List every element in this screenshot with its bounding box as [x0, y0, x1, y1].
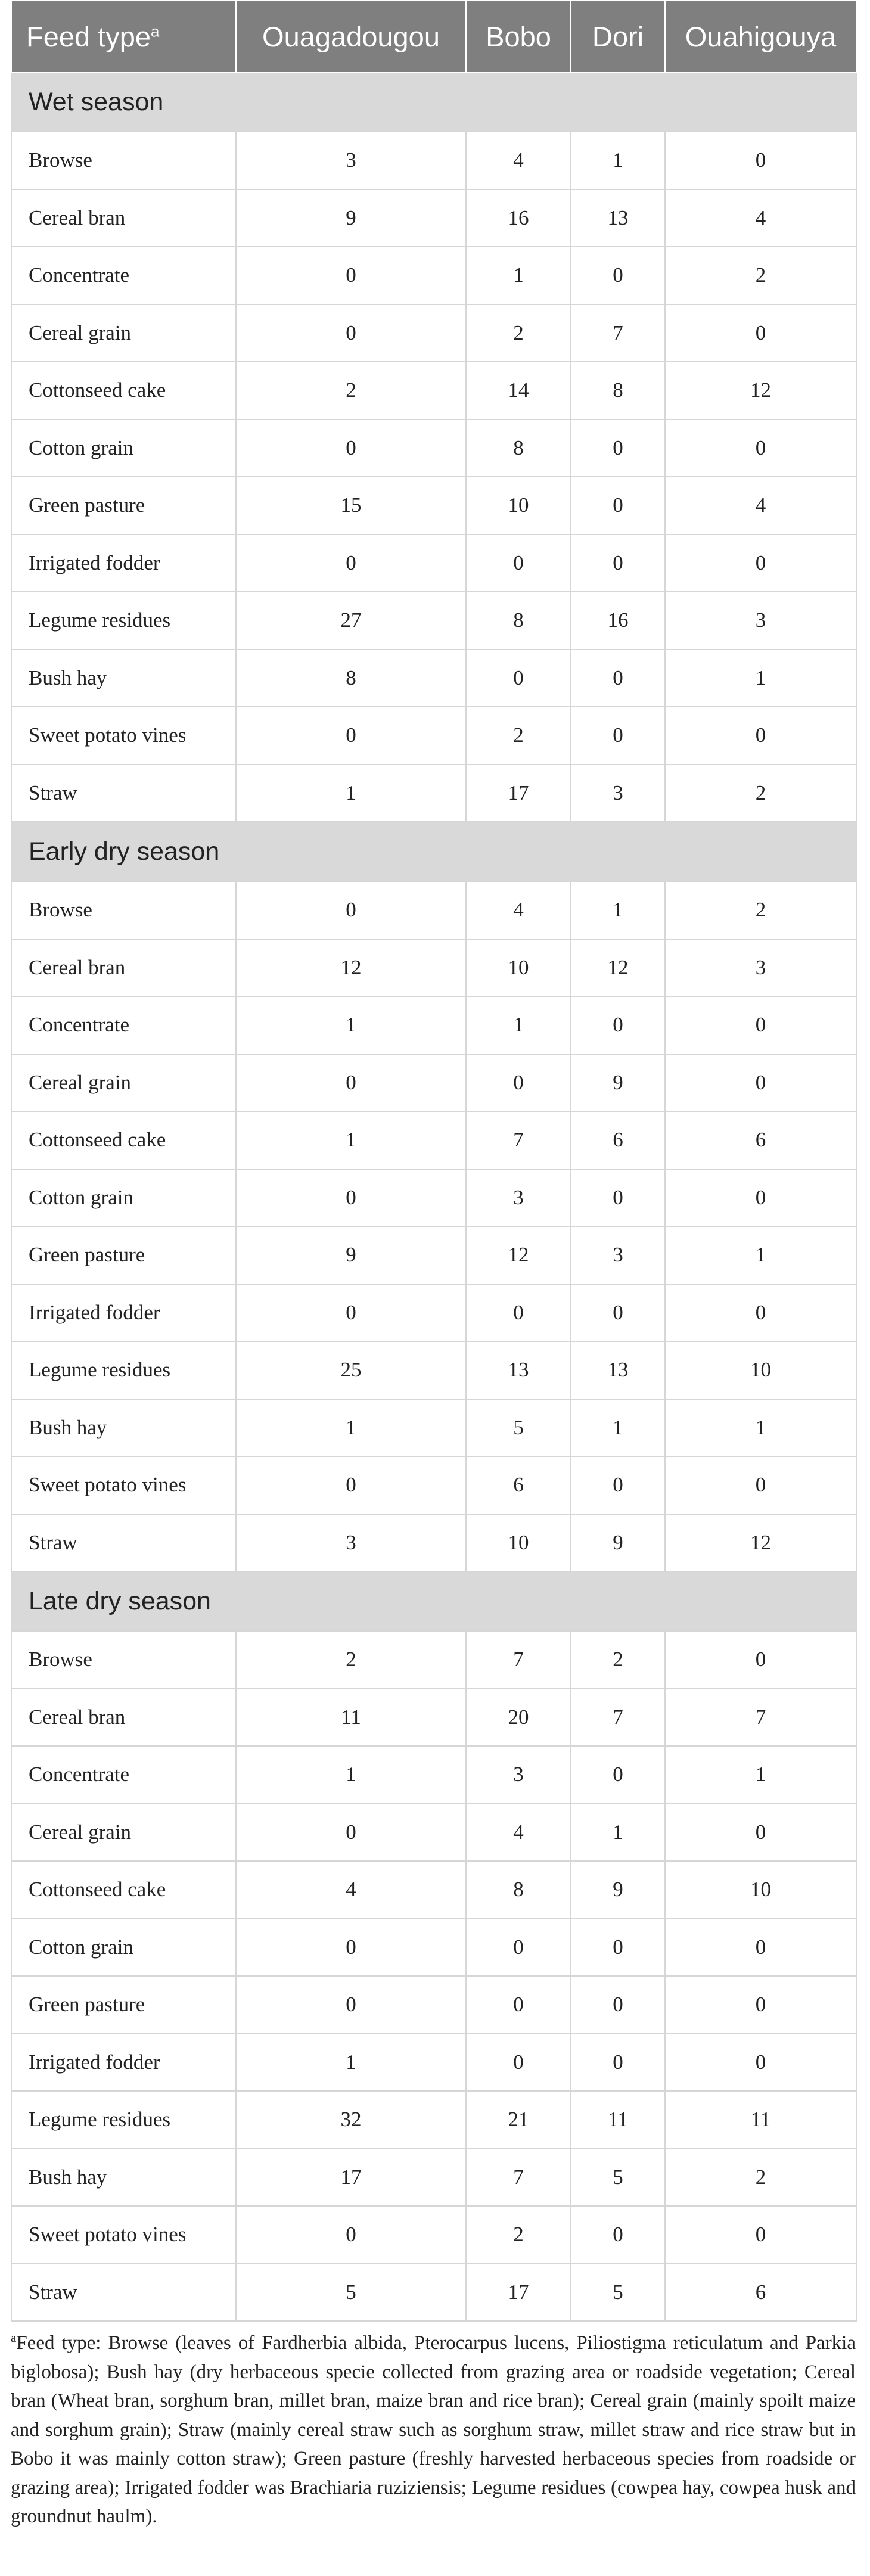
value-cell: 0: [236, 1456, 466, 1514]
feed-type-cell: Bush hay: [11, 650, 236, 707]
value-cell: 2: [665, 2149, 856, 2207]
header-feed-type-label: Feed type: [26, 20, 151, 52]
value-cell: 13: [571, 1341, 665, 1399]
value-cell: 0: [665, 2034, 856, 2092]
feed-type-cell: Legume residues: [11, 1341, 236, 1399]
value-cell: 7: [466, 2149, 571, 2207]
value-cell: 11: [236, 1689, 466, 1747]
value-cell: 0: [236, 1976, 466, 2034]
feed-type-cell: Bush hay: [11, 2149, 236, 2207]
value-cell: 10: [466, 477, 571, 535]
value-cell: 3: [571, 1226, 665, 1284]
feed-type-table: [11, 0, 857, 2322]
table-row: [11, 1631, 856, 1689]
value-cell: 6: [665, 2264, 856, 2322]
value-cell: 5: [571, 2264, 665, 2322]
feed-type-cell: Cottonseed cake: [11, 1111, 236, 1169]
value-cell: 0: [571, 1746, 665, 1804]
value-cell: 0: [236, 1284, 466, 1342]
footnote-marker: a: [11, 2330, 17, 2345]
value-cell: 0: [665, 1456, 856, 1514]
value-cell: 1: [571, 1399, 665, 1457]
value-cell: 0: [466, 535, 571, 592]
table-row: [11, 1399, 856, 1457]
value-cell: 9: [236, 189, 466, 247]
header-footnote-marker: a: [151, 21, 160, 40]
section-title: Early dry season: [11, 822, 856, 881]
value-cell: 17: [466, 2264, 571, 2322]
table-row: [11, 535, 856, 592]
value-cell: 0: [665, 707, 856, 765]
value-cell: 21: [466, 2091, 571, 2149]
value-cell: 7: [571, 1689, 665, 1747]
value-cell: 2: [466, 707, 571, 765]
table-row: [11, 304, 856, 362]
value-cell: 1: [571, 132, 665, 189]
value-cell: 0: [665, 996, 856, 1054]
value-cell: 7: [466, 1631, 571, 1689]
table-row: [11, 1456, 856, 1514]
value-cell: 2: [236, 362, 466, 420]
value-cell: 2: [665, 881, 856, 939]
table-row: [11, 1341, 856, 1399]
value-cell: 0: [571, 2034, 665, 2092]
value-cell: 3: [571, 765, 665, 822]
value-cell: 0: [236, 304, 466, 362]
value-cell: 25: [236, 1341, 466, 1399]
value-cell: 0: [665, 304, 856, 362]
feed-type-cell: Irrigated fodder: [11, 535, 236, 592]
value-cell: 1: [571, 881, 665, 939]
value-cell: 8: [571, 362, 665, 420]
table-row: [11, 189, 856, 247]
value-cell: 16: [466, 189, 571, 247]
value-cell: 4: [236, 1861, 466, 1919]
table-row: [11, 247, 856, 304]
table-row: [11, 2206, 856, 2264]
table-row: [11, 939, 856, 997]
value-cell: 1: [236, 996, 466, 1054]
value-cell: 1: [571, 1804, 665, 1862]
table-footnote: [11, 2329, 856, 2531]
value-cell: 3: [665, 939, 856, 997]
feed-type-cell: Browse: [11, 1631, 236, 1689]
value-cell: 0: [571, 650, 665, 707]
value-cell: 0: [236, 1804, 466, 1862]
table-row: [11, 592, 856, 650]
feed-type-cell: Green pasture: [11, 1976, 236, 2034]
value-cell: 0: [571, 707, 665, 765]
value-cell: 0: [236, 1919, 466, 1977]
value-cell: 5: [571, 2149, 665, 2207]
value-cell: 17: [236, 2149, 466, 2207]
table-row: [11, 1804, 856, 1862]
feed-type-cell: Cotton grain: [11, 1169, 236, 1227]
table-row: [11, 996, 856, 1054]
value-cell: 9: [236, 1226, 466, 1284]
value-cell: 3: [665, 592, 856, 650]
value-cell: 1: [665, 1746, 856, 1804]
table-row: [11, 1976, 856, 2034]
value-cell: 0: [236, 420, 466, 477]
value-cell: 0: [665, 1631, 856, 1689]
header-dori: Dori: [571, 1, 665, 72]
table-row: [11, 765, 856, 822]
table-row: [11, 2149, 856, 2207]
header-bobo: Bobo: [466, 1, 571, 72]
value-cell: 9: [571, 1054, 665, 1112]
value-cell: 4: [466, 132, 571, 189]
value-cell: 0: [571, 1456, 665, 1514]
table-row: [11, 477, 856, 535]
value-cell: 0: [466, 1919, 571, 1977]
table-row: [11, 1861, 856, 1919]
feed-type-cell: Straw: [11, 1514, 236, 1572]
header-row: [11, 1, 856, 72]
value-cell: 0: [571, 1919, 665, 1977]
table-row: [11, 1514, 856, 1572]
section-title: Late dry season: [11, 1571, 856, 1631]
value-cell: 4: [665, 189, 856, 247]
feed-type-cell: Sweet potato vines: [11, 2206, 236, 2264]
table-row: [11, 881, 856, 939]
value-cell: 1: [665, 1399, 856, 1457]
value-cell: 13: [466, 1341, 571, 1399]
header-ouahigouya: Ouahigouya: [665, 1, 856, 72]
value-cell: 0: [571, 1284, 665, 1342]
feed-type-cell: Irrigated fodder: [11, 2034, 236, 2092]
value-cell: 0: [665, 132, 856, 189]
value-cell: 12: [665, 362, 856, 420]
value-cell: 0: [665, 1919, 856, 1977]
value-cell: 0: [665, 1284, 856, 1342]
table-row: [11, 362, 856, 420]
value-cell: 20: [466, 1689, 571, 1747]
table-row: [11, 132, 856, 189]
value-cell: 0: [665, 2206, 856, 2264]
table-row: [11, 2264, 856, 2322]
feed-type-cell: Legume residues: [11, 2091, 236, 2149]
value-cell: 6: [466, 1456, 571, 1514]
table-row: [11, 1169, 856, 1227]
value-cell: 2: [236, 1631, 466, 1689]
table-row: [11, 707, 856, 765]
feed-type-cell: Sweet potato vines: [11, 1456, 236, 1514]
value-cell: 5: [236, 2264, 466, 2322]
footnote-text: Feed type: Browse (leaves of Fardherbia albida, Pterocarpus lucens, Piliostigma reticulatum and Parkia biglobosa); Bush hay (dry herbaceous specie collected from grazing area or roadside vegetation; Cereal bran (Wheat bran, sorghum bran, millet bran, maize bran and rice bran); Cereal grain (mainly spoilt maize and sorghum grain); Straw (mainly cereal straw such as sorghum straw, millet straw and rice straw but in Bobo it was mainly cotton straw); Green pasture (freshly harvested herbaceous species from roadside or grazing area); Irrigated fodder was Brachiaria ruziziensis; Legume residues (cowpea hay, cowpea husk and groundnut haulm).: [11, 2332, 856, 2527]
value-cell: 0: [236, 707, 466, 765]
value-cell: 0: [571, 1976, 665, 2034]
section-row: [11, 72, 856, 132]
value-cell: 1: [236, 1111, 466, 1169]
value-cell: 3: [466, 1169, 571, 1227]
value-cell: 0: [571, 420, 665, 477]
value-cell: 14: [466, 362, 571, 420]
value-cell: 0: [236, 881, 466, 939]
value-cell: 2: [466, 2206, 571, 2264]
value-cell: 15: [236, 477, 466, 535]
value-cell: 0: [665, 420, 856, 477]
value-cell: 10: [466, 1514, 571, 1572]
value-cell: 8: [466, 592, 571, 650]
feed-type-cell: Cottonseed cake: [11, 1861, 236, 1919]
table-row: [11, 1226, 856, 1284]
value-cell: 2: [665, 247, 856, 304]
value-cell: 12: [466, 1226, 571, 1284]
value-cell: 4: [466, 1804, 571, 1862]
value-cell: 12: [665, 1514, 856, 1572]
value-cell: 1: [665, 650, 856, 707]
value-cell: 0: [571, 247, 665, 304]
value-cell: 2: [665, 765, 856, 822]
value-cell: 7: [665, 1689, 856, 1747]
value-cell: 0: [466, 650, 571, 707]
value-cell: 0: [236, 535, 466, 592]
section-row: [11, 822, 856, 881]
feed-type-cell: Bush hay: [11, 1399, 236, 1457]
value-cell: 3: [466, 1746, 571, 1804]
feed-type-cell: Cereal bran: [11, 1689, 236, 1747]
feed-type-cell: Cereal grain: [11, 1054, 236, 1112]
value-cell: 0: [466, 1284, 571, 1342]
feed-type-cell: Cereal grain: [11, 1804, 236, 1862]
table-row: [11, 1054, 856, 1112]
feed-type-cell: Cotton grain: [11, 1919, 236, 1977]
value-cell: 1: [236, 1746, 466, 1804]
value-cell: 1: [236, 765, 466, 822]
value-cell: 0: [571, 1169, 665, 1227]
header-feed-type: [11, 1, 236, 72]
value-cell: 0: [665, 1804, 856, 1862]
feed-type-cell: Sweet potato vines: [11, 707, 236, 765]
value-cell: 0: [571, 535, 665, 592]
value-cell: 13: [571, 189, 665, 247]
value-cell: 4: [665, 477, 856, 535]
value-cell: 0: [466, 1054, 571, 1112]
section-row: [11, 1571, 856, 1631]
feed-type-cell: Green pasture: [11, 1226, 236, 1284]
value-cell: 0: [665, 1054, 856, 1112]
feed-type-cell: Browse: [11, 881, 236, 939]
value-cell: 0: [571, 2206, 665, 2264]
feed-type-cell: Cereal bran: [11, 939, 236, 997]
table-row: [11, 2091, 856, 2149]
value-cell: 9: [571, 1861, 665, 1919]
value-cell: 12: [236, 939, 466, 997]
value-cell: 32: [236, 2091, 466, 2149]
table-row: [11, 1689, 856, 1747]
value-cell: 6: [665, 1111, 856, 1169]
value-cell: 0: [236, 247, 466, 304]
feed-type-cell: Cereal bran: [11, 189, 236, 247]
feed-type-cell: Cottonseed cake: [11, 362, 236, 420]
feed-type-cell: Cereal grain: [11, 304, 236, 362]
value-cell: 11: [665, 2091, 856, 2149]
value-cell: 10: [665, 1341, 856, 1399]
feed-type-cell: Straw: [11, 2264, 236, 2322]
value-cell: 9: [571, 1514, 665, 1572]
feed-type-cell: Browse: [11, 132, 236, 189]
feed-type-cell: Concentrate: [11, 1746, 236, 1804]
header-ouagadougou: Ouagadougou: [236, 1, 466, 72]
value-cell: 11: [571, 2091, 665, 2149]
value-cell: 12: [571, 939, 665, 997]
table-row: [11, 1919, 856, 1977]
value-cell: 0: [571, 996, 665, 1054]
value-cell: 0: [665, 1169, 856, 1227]
value-cell: 7: [466, 1111, 571, 1169]
value-cell: 0: [236, 2206, 466, 2264]
feed-type-cell: Straw: [11, 765, 236, 822]
feed-type-cell: Legume residues: [11, 592, 236, 650]
value-cell: 0: [236, 1169, 466, 1227]
value-cell: 5: [466, 1399, 571, 1457]
feed-type-cell: Concentrate: [11, 247, 236, 304]
section-title: Wet season: [11, 72, 856, 132]
value-cell: 1: [466, 247, 571, 304]
table-row: [11, 1284, 856, 1342]
value-cell: 10: [665, 1861, 856, 1919]
value-cell: 2: [571, 1631, 665, 1689]
value-cell: 1: [236, 2034, 466, 2092]
value-cell: 0: [665, 1976, 856, 2034]
value-cell: 0: [571, 477, 665, 535]
feed-type-cell: Concentrate: [11, 996, 236, 1054]
value-cell: 6: [571, 1111, 665, 1169]
value-cell: 4: [466, 881, 571, 939]
value-cell: 27: [236, 592, 466, 650]
value-cell: 8: [466, 420, 571, 477]
feed-type-cell: Irrigated fodder: [11, 1284, 236, 1342]
feed-type-cell: Cotton grain: [11, 420, 236, 477]
value-cell: 8: [236, 650, 466, 707]
value-cell: 1: [236, 1399, 466, 1457]
value-cell: 10: [466, 939, 571, 997]
table-row: [11, 650, 856, 707]
value-cell: 17: [466, 765, 571, 822]
value-cell: 7: [571, 304, 665, 362]
value-cell: 0: [466, 2034, 571, 2092]
value-cell: 0: [665, 535, 856, 592]
value-cell: 3: [236, 132, 466, 189]
value-cell: 3: [236, 1514, 466, 1572]
table-row: [11, 1746, 856, 1804]
table-row: [11, 2034, 856, 2092]
value-cell: 2: [466, 304, 571, 362]
value-cell: 1: [665, 1226, 856, 1284]
value-cell: 1: [466, 996, 571, 1054]
value-cell: 8: [466, 1861, 571, 1919]
value-cell: 0: [236, 1054, 466, 1112]
value-cell: 0: [466, 1976, 571, 2034]
table-row: [11, 420, 856, 477]
feed-type-cell: Green pasture: [11, 477, 236, 535]
table-row: [11, 1111, 856, 1169]
value-cell: 16: [571, 592, 665, 650]
